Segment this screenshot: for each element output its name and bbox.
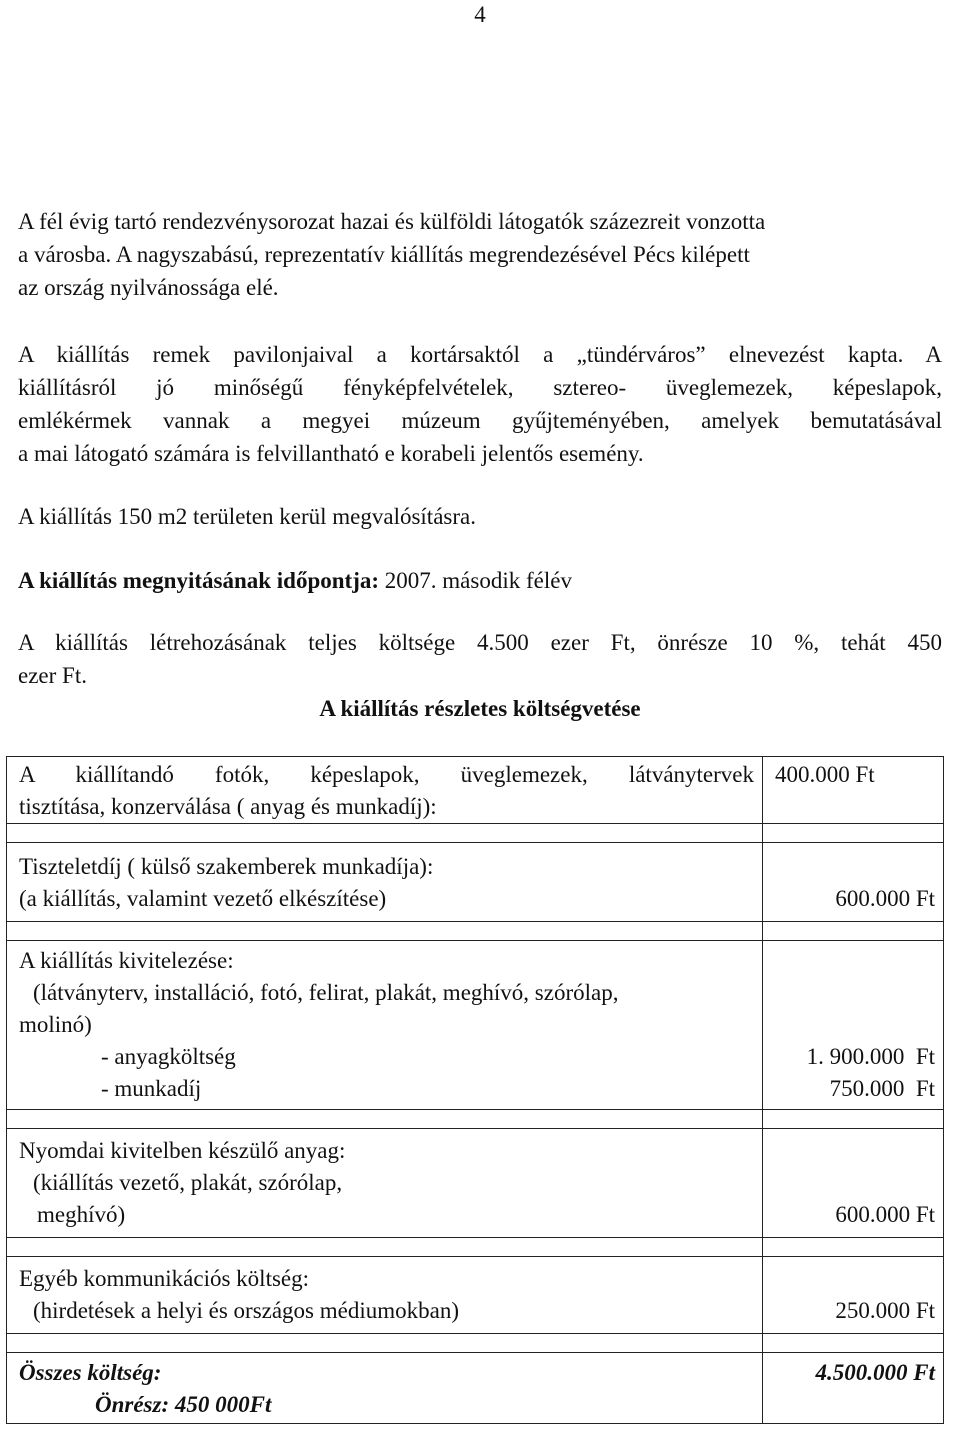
cell-line: (látványterv, installáció, fotó, felirat, plakát, meghívó, szórólap, — [33, 980, 619, 1005]
table-spacer-row — [7, 922, 944, 941]
cell-line: (hirdetések a helyi és országos médiumokban) — [33, 1298, 460, 1323]
amount-text: 750.000 Ft — [829, 1076, 935, 1101]
tunderváros-paragraph — [18, 338, 942, 470]
paragraph-line: A kiállítás remek pavilonjaival a kortársaktól a „tündérváros” elnevezést kapta. A — [18, 342, 942, 367]
cell-line: meghívó) — [37, 1202, 126, 1227]
budget-item-description — [7, 1129, 763, 1238]
cell-line: molinó) — [19, 1012, 92, 1037]
budget-item-description — [7, 941, 763, 1110]
budget-heading: A kiállítás részletes költségvetése — [319, 696, 641, 721]
amount-text: 250.000 Ft — [835, 1298, 935, 1323]
total-amount-cell — [763, 1353, 944, 1424]
table-spacer-row — [7, 824, 944, 843]
intro-line: A fél évig tartó rendezvénysorozat hazai és külföldi látogatók százezreit vonzotta — [18, 209, 766, 234]
opening-date-label: A kiállítás megnyitásának időpontja: — [18, 568, 380, 593]
amount-text: 600.000 Ft — [835, 1202, 935, 1227]
total-cost-label: Összes költség: — [19, 1360, 162, 1385]
opening-date-value: 2007. második félév — [379, 568, 572, 593]
table-spacer-row — [7, 1238, 944, 1257]
cell-line: (kiállítás vezető, plakát, szórólap, — [33, 1170, 343, 1195]
budget-item-description — [7, 843, 763, 922]
intro-paragraph — [18, 205, 942, 304]
paragraph-line: A kiállítás létrehozásának teljes költsége 4.500 ezer Ft, önrésze 10 %, tehát 450 — [18, 630, 942, 655]
amount-text: 600.000 Ft — [835, 886, 935, 911]
opening-date — [18, 564, 942, 597]
budget-item-description — [7, 757, 763, 824]
amount-text: 1. 900.000 Ft — [806, 1044, 935, 1069]
table-row-total — [7, 1353, 944, 1424]
cell-line: (a kiállítás, valamint vezető elkészítése) — [19, 886, 387, 911]
cell-line: tisztítása, konzerválása ( anyag és munkadíj): — [19, 794, 437, 819]
cell-line: - munkadíj — [101, 1076, 202, 1101]
cell-line: Egyéb kommunikációs költség: — [19, 1266, 310, 1291]
intro-line: az ország nyilvánossága elé. — [18, 275, 279, 300]
budget-item-description — [7, 1257, 763, 1334]
table-row — [7, 843, 944, 922]
cell-line: A kiállítandó fotók, képeslapok, üveglemezek, látványtervek — [19, 762, 754, 787]
cell-line: Nyomdai kivitelben készülő anyag: — [19, 1138, 346, 1163]
total-cost-paragraph — [18, 626, 942, 692]
total-label-cell — [7, 1353, 763, 1424]
page-number: 4 — [474, 2, 486, 27]
area-sentence: A kiállítás 150 m2 területen kerül megvalósításra. — [18, 504, 476, 529]
intro-line: a városba. A nagyszabású, reprezentatív kiállítás megrendezésével Pécs kilépett — [18, 242, 750, 267]
paragraph-line: a mai látogató számára is felvillantható e korabeli jelentős esemény. — [18, 441, 644, 466]
paragraph-line: kiállításról jó minőségű fényképfelvételek, sztereo- üveglemezek, képeslapok, — [18, 375, 942, 400]
budget-item-amount — [763, 1257, 944, 1334]
table-row — [7, 1129, 944, 1238]
paragraph-line: emlékérmek vannak a megyei múzeum gyűjteményében, amelyek bemutatásával — [18, 408, 942, 433]
cell-line: Tiszteletdíj ( külső szakemberek munkadíja): — [19, 854, 434, 879]
total-amount: 4.500.000 Ft — [815, 1360, 935, 1385]
cell-line: - anyagköltség — [101, 1044, 236, 1069]
budget-item-amount — [763, 1129, 944, 1238]
table-row — [7, 941, 944, 1110]
budget-table — [6, 756, 944, 1424]
own-share-label: Önrész: 450 000Ft — [95, 1392, 272, 1417]
table-spacer-row — [7, 1110, 944, 1129]
budget-item-amount — [763, 941, 944, 1110]
budget-item-amount: 400.000 Ft — [763, 757, 944, 824]
table-row — [7, 757, 944, 824]
table-row — [7, 1257, 944, 1334]
cell-line: A kiállítás kivitelezése: — [19, 948, 234, 973]
paragraph-line: ezer Ft. — [18, 663, 87, 688]
budget-item-amount — [763, 843, 944, 922]
table-spacer-row — [7, 1334, 944, 1353]
